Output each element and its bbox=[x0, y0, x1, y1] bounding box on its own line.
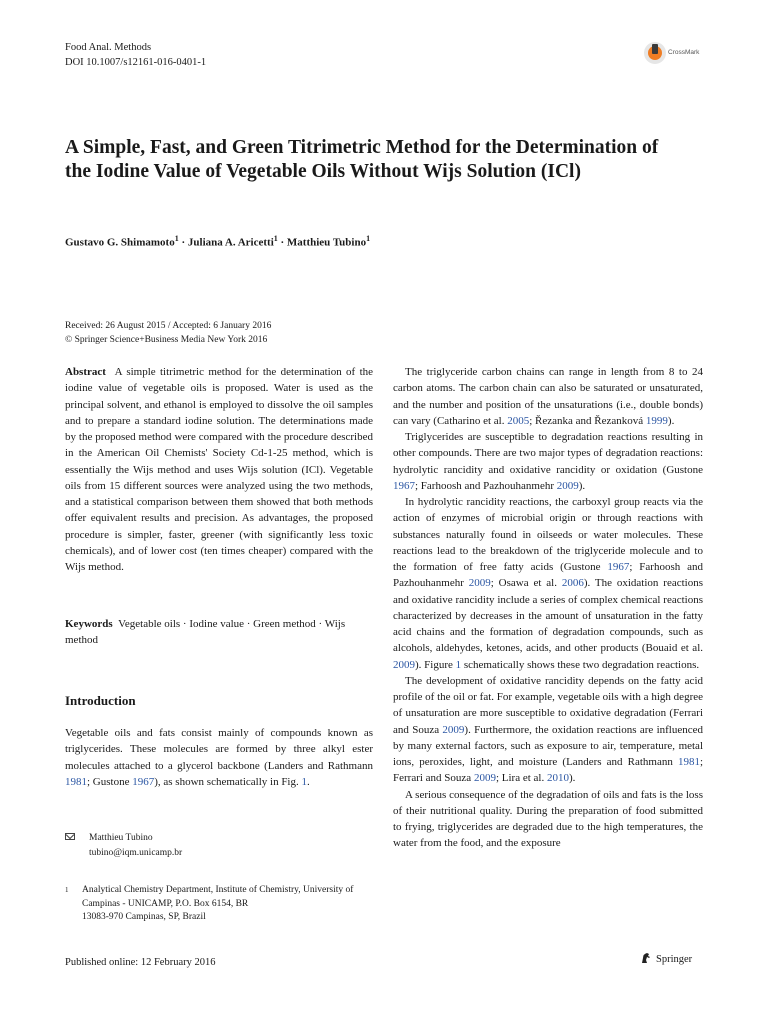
author-affiliation-marker: 1 bbox=[174, 234, 179, 243]
crossmark-badge[interactable] bbox=[644, 42, 706, 68]
publisher-logo bbox=[640, 952, 692, 965]
section-heading-introduction: Introduction bbox=[65, 693, 136, 708]
author-name[interactable]: Gustavo G. Shimamoto bbox=[65, 236, 175, 249]
author-affiliation-marker: 1 bbox=[366, 234, 371, 243]
correspondence-block bbox=[65, 831, 182, 860]
author-name[interactable]: Juliana A. Aricetti bbox=[187, 236, 274, 249]
affiliation-number: 1 bbox=[65, 886, 69, 894]
figure-link[interactable]: 1 bbox=[301, 775, 307, 788]
keywords-label: Keywords bbox=[65, 618, 113, 630]
citation-link[interactable]: 2009 bbox=[556, 479, 579, 492]
journal-header bbox=[65, 40, 206, 70]
springer-horse-icon bbox=[640, 952, 652, 964]
article-title: A Simple, Fast, and Green Titrimetric Method for the Determination of the Iodine Value of Vegetable Oils Without Wijs Solution (ICl) bbox=[65, 137, 659, 182]
author-name[interactable]: Matthieu Tubino bbox=[286, 236, 367, 249]
corresponding-email[interactable]: tubino@iqm.unicamp.br bbox=[89, 847, 183, 858]
doi[interactable]: DOI 10.1007/s12161-016-0401-1 bbox=[65, 57, 207, 68]
citation-link[interactable]: 1981 bbox=[65, 775, 87, 788]
citation-link[interactable]: 2009 bbox=[393, 658, 415, 671]
published-online: Published online: 12 February 2016 bbox=[65, 957, 216, 968]
abstract-text: A simple titrimetric method for the determination of the iodine value of vegetable oils is proposed. Water is used as the principal solvent, and ethanol is employed to dissolve the oil samples and to prepare a standard iodine solution. The determinations made by the proposed method were compared with the procedure described in the American Oil Chemists' Society Cd-1-25 method, which is essentially the Wijs method and uses Wijs solution (ICl). Vegetable oils from 15 different sources were analyzed using the two methods, and a statistical comparison between them showed that both methods offer equivalent results and precision. As advantages, the proposed procedure is simpler, faster, greener (with significantly less toxic chemicals), and of lower cost (ten times cheaper) compared with the Wijs method. bbox=[65, 366, 374, 573]
introduction-paragraph: Vegetable oils and fats consist mainly of compounds known as triglycerides. These molecules are formed by three alkyl ester molecules attached to a glycerol backbone (Landers and Rathmann 1981; Gustone 1967), as shown schematically in Fig. 1. bbox=[65, 727, 373, 788]
keywords-block bbox=[65, 616, 373, 649]
body-paragraph: The development of oxidative rancidity depends on the fatty acid profile of the oil or fat. For example, vegetable oils with a high degree of unsaturation are more susceptible to oxidative degradation (Ferrari and Souza 2009). Furthermore, the oxidation reactions are influenced by many external factors, such as exposure to air, temperature, metal ions, peroxides, light, and moisture (Landers and Rathmann 1981; Ferrari and Souza 2009; Lira et al. 2010). bbox=[393, 674, 703, 785]
citation-link[interactable]: 1967 bbox=[393, 479, 415, 492]
envelope-icon bbox=[65, 833, 75, 840]
keywords-text: Vegetable oils · Iodine value · Green method · Wijs method bbox=[65, 618, 346, 647]
citation-link[interactable]: 1967 bbox=[607, 561, 630, 573]
abstract-block bbox=[65, 364, 373, 575]
citation-link[interactable]: 2006 bbox=[561, 577, 584, 590]
author-affiliation-marker: 1 bbox=[273, 234, 278, 243]
citation-link[interactable]: 2009 bbox=[442, 723, 465, 736]
corresponding-author: Matthieu Tubino bbox=[89, 833, 153, 843]
citation-link[interactable]: 1967 bbox=[132, 775, 155, 788]
body-paragraph: In hydrolytic rancidity reactions, the carboxyl group reacts via the action of enzymes of microbial origin or through reactions with substances naturally found in oilseeds or water molecules. These reactions lead to the breakdown of the triglyceride molecule and to the formation of free fatty acids (Gustone 1967; Farhoosh and Pazhouhanmehr 2009; Osawa et al. 2006). The oxidation reactions and oxidative rancidity include a series of complex chemical reactions characterized by decreases in the amount of unsaturation in the fatty acid chains and the formation of degradation compounds, such as alcohols, aldehydes, ketones, acids, and other products (Bouaid et al. 2009). Figure 1 schematically shows these two degradation reactions. bbox=[393, 496, 703, 671]
citation-link[interactable]: 2005 bbox=[507, 414, 530, 427]
abstract-label: Abstract bbox=[65, 366, 106, 378]
received-accepted-dates: Received: 26 August 2015 / Accepted: 6 January 2016 bbox=[65, 321, 272, 331]
body-paragraph: The triglyceride carbon chains can range in length from 8 to 24 carbon atoms. The carbon chain can also be saturated or unsaturated, and the number and position of the unsaturations (i.e., double bonds) can vary (Catharino et al. 2005; Řezanka and Řezanková 1999). bbox=[393, 366, 703, 427]
citation-link[interactable]: 2010 bbox=[546, 772, 569, 785]
figure-link[interactable]: 1 bbox=[455, 658, 462, 671]
article-history bbox=[65, 319, 271, 347]
body-paragraph: Triglycerides are susceptible to degradation reactions resulting in other compounds. There are two major types of degradation reactions: hydrolytic rancidity and oxidative rancidity or oxidation (Gustone 1967; Farhoosh and Pazhouhanmehr 2009). bbox=[393, 431, 703, 492]
citation-link[interactable]: 2009 bbox=[468, 577, 491, 590]
copyright-line: © Springer Science+Business Media New York 2016 bbox=[65, 335, 268, 345]
affiliation-line-2: 13083-970 Campinas, SP, Brazil bbox=[82, 912, 206, 922]
crossmark-label: CrossMark bbox=[668, 49, 700, 56]
right-column-text bbox=[393, 364, 703, 852]
journal-name: Food Anal. Methods bbox=[65, 42, 152, 53]
citation-link[interactable]: 1981 bbox=[677, 756, 700, 768]
citation-link[interactable]: 1999 bbox=[645, 414, 668, 427]
affiliation-block bbox=[65, 884, 375, 925]
body-paragraph: A serious consequence of the degradation of oils and fats is the loss of their nutritional quality. During the preparation of food submitted to frying, triglycerides are degraded due to the high temperatures, the water from the food, and the exposure bbox=[393, 788, 703, 850]
crossmark-icon bbox=[644, 42, 666, 64]
publisher-name: Springer bbox=[656, 954, 693, 965]
citation-link[interactable]: 2009 bbox=[473, 772, 496, 785]
author-list: Gustavo G. Shimamoto$^1$ · Juliana A. Aricetti$^1$ · Matthieu Tubino$^1$ bbox=[65, 234, 371, 249]
affiliation-line-1: Analytical Chemistry Department, Institute of Chemistry, University of Campinas - UNICAMP, P.O. Box 6154, BR bbox=[82, 885, 354, 909]
